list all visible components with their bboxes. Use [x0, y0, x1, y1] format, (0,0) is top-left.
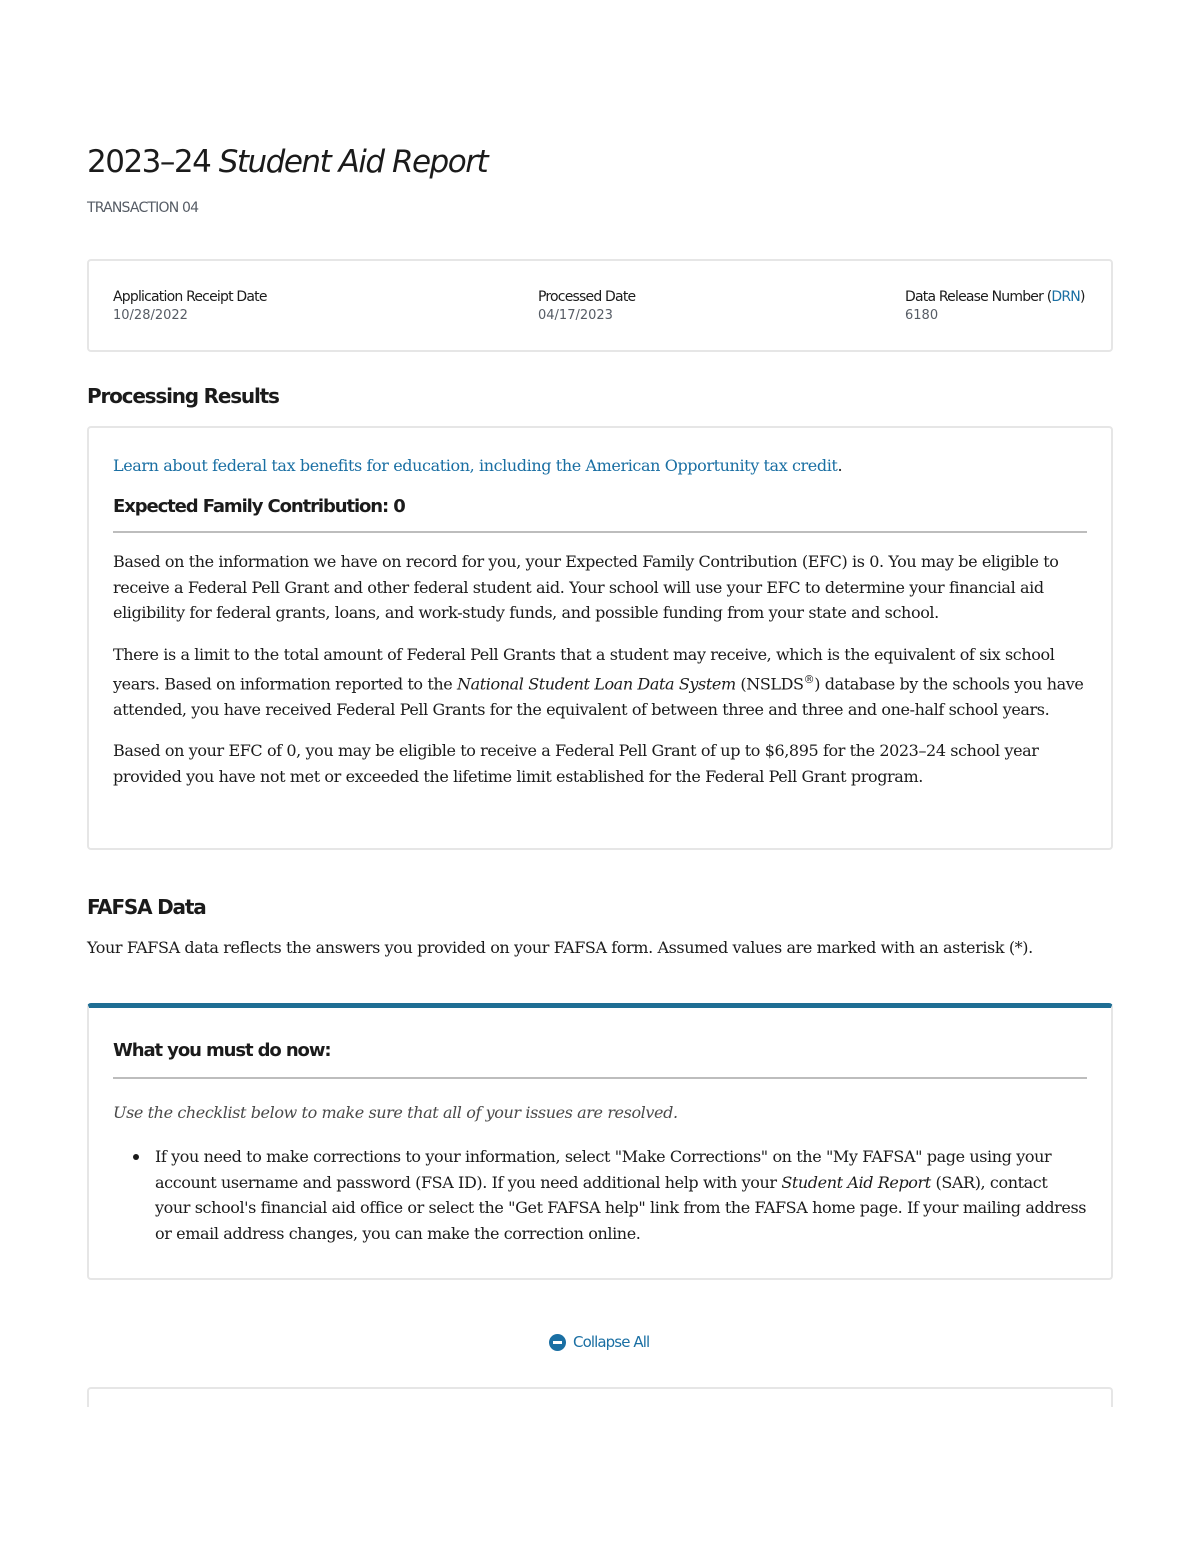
collapse-all-label: Collapse All: [573, 1333, 650, 1351]
title-year: 2023–24: [87, 144, 211, 180]
what-to-do-heading: What you must do now:: [113, 1040, 1087, 1079]
processing-results-heading: Processing Results: [87, 384, 279, 408]
efc-heading: Expected Family Contribution: 0: [113, 496, 1087, 533]
title-italic: Student Aid Report: [218, 144, 488, 180]
drn-item: [905, 289, 1085, 323]
fafsa-data-heading: FAFSA Data: [87, 895, 206, 919]
pell-limit-text-b: (NSLDS: [735, 674, 804, 694]
pell-limit-text-a: There is a limit to the total amount of Federal Pell Grants that a student may receive, which is the equivalent of six school years. Based on information reported to the: [113, 644, 1055, 694]
nslds-name: National Student Loan Data System: [457, 674, 736, 694]
page-title: [87, 144, 487, 180]
fafsa-data-accordion: [87, 1387, 1113, 1407]
minus-circle-icon: [549, 1334, 566, 1351]
fafsa-data-intro: Your FAFSA data reflects the answers you provided on your FAFSA form. Assumed values are marked with an asterisk (*).: [87, 938, 1033, 957]
sar-name: Student Aid Report: [781, 1172, 931, 1192]
checklist-item: [155, 1144, 1087, 1246]
processing-results-card: [87, 426, 1113, 850]
receipt-date-label: Application Receipt Date: [113, 289, 267, 305]
report-meta-card: [87, 259, 1113, 352]
receipt-date-value: 10/28/2022: [113, 308, 188, 323]
registered-mark: ®: [803, 673, 815, 686]
checklist-item-text-a: If you need to make corrections to your information, select "Make Corrections" on the "My FAFSA" page using your account username and password (FSA ID). If you need additional help with your: [155, 1147, 1052, 1192]
checklist-item-text-b: (SAR), contact your school's financial aid office or select the "Get FAFSA help" link from the FAFSA home page. If your mailing address or email address changes, you can make the correction online.: [155, 1172, 1087, 1243]
processed-date-label: Processed Date: [538, 289, 636, 305]
pell-eligibility-paragraph: Based on your EFC of 0, you may be eligible to receive a Federal Pell Grant of up to $6,895 for the 2023–24 school year provided you have not met or exceeded the lifetime limit established for the Federal Pell Grant program.: [113, 741, 1039, 786]
transaction-number: TRANSACTION 04: [87, 200, 199, 216]
tax-benefits-link[interactable]: Learn about federal tax benefits for education, including the American Opportunity tax credit: [113, 456, 838, 475]
tax-benefits-line: [113, 454, 1087, 478]
drn-label-prefix: Data Release Number (: [905, 289, 1052, 305]
checklist: [113, 1144, 1087, 1246]
drn-label: [905, 289, 1085, 305]
what-to-do-card: [87, 1003, 1113, 1280]
checklist-intro: Use the checklist below to make sure that all of your issues are resolved.: [113, 1103, 678, 1122]
processed-date-value: 04/17/2023: [538, 308, 613, 323]
processed-date-item: [538, 289, 635, 323]
drn-value: 6180: [905, 308, 939, 323]
bullet-icon: [133, 1154, 139, 1160]
collapse-all-button[interactable]: [549, 1333, 649, 1351]
tax-link-period: .: [837, 456, 843, 475]
receipt-date-item: [113, 289, 267, 323]
pell-limit-paragraph: [113, 642, 1087, 723]
efc-paragraph: Based on the information we have on record for you, your Expected Family Contribution (EFC) is 0. You may be eligible to receive a Federal Pell Grant and other federal student aid. Your school will use your EFC to determine your financial aid eligibility for federal grants, loans, and work-study funds, and possible funding from your state and school.: [113, 552, 1059, 622]
pell-limit-text-c: ) database by the schools you have attended, you have received Federal Pell Grants for the equivalent of between three and three and one-half school years.: [113, 674, 1084, 719]
drn-label-suffix: ): [1079, 289, 1085, 305]
drn-link[interactable]: DRN: [1051, 289, 1080, 305]
